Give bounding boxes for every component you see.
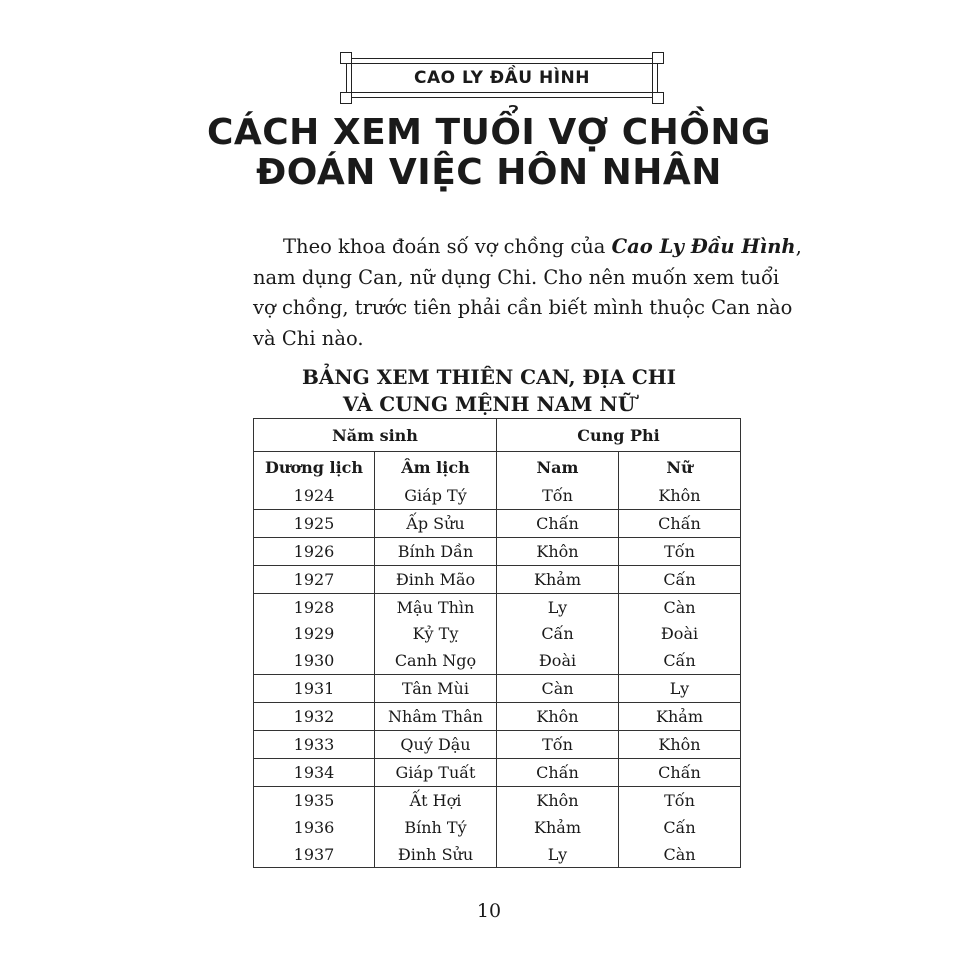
cell-year: 1926 <box>254 537 375 565</box>
table-caption-line-2: VÀ CUNG MỆNH NAM NỮ <box>342 392 636 416</box>
cell-lunar: Quý Dậu <box>375 731 497 759</box>
column-header-nam: Nam <box>497 452 619 483</box>
cell-nu: Khảm <box>619 703 741 731</box>
cell-year: 1932 <box>254 703 375 731</box>
table-group-header-row <box>254 419 741 452</box>
cell-lunar: Tân Mùi <box>375 675 497 703</box>
cell-year: 1937 <box>254 841 375 868</box>
table-row <box>254 593 741 620</box>
cell-nam: Ly <box>497 593 619 620</box>
paragraph-line-1 <box>253 232 802 263</box>
cell-nu: Cấn <box>619 565 741 593</box>
page-number: 10 <box>476 900 502 922</box>
cell-lunar: Ấp Sửu <box>375 509 497 537</box>
paragraph-text: , <box>795 235 802 258</box>
ornament-corner <box>652 92 664 104</box>
cell-nam: Ly <box>497 841 619 868</box>
emphasized-title: Cao Ly Đầu Hình <box>611 235 796 258</box>
table-row <box>254 675 741 703</box>
chapter-title-line-2: ĐOÁN VIỆC HÔN NHÂN <box>256 152 722 193</box>
cell-nam: Tốn <box>497 731 619 759</box>
table-row <box>254 841 741 868</box>
cell-nu: Ly <box>619 675 741 703</box>
cell-lunar: Nhâm Thân <box>375 703 497 731</box>
cell-year: 1931 <box>254 675 375 703</box>
cell-nam: Khôn <box>497 537 619 565</box>
cell-nu: Càn <box>619 841 741 868</box>
column-header-am-lich: Âm lịch <box>375 452 497 483</box>
cell-nam: Khảm <box>497 565 619 593</box>
cell-nu: Tốn <box>619 786 741 813</box>
cell-nam: Khôn <box>497 703 619 731</box>
cell-nam: Tốn <box>497 482 619 509</box>
table-caption-line-1: BẢNG XEM THIÊN CAN, ĐỊA CHI <box>301 365 677 389</box>
body-paragraph <box>253 232 802 354</box>
cell-year: 1930 <box>254 647 375 674</box>
paragraph-line-4: và Chi nào. <box>253 326 364 350</box>
cell-nam: Đoài <box>497 647 619 674</box>
cell-nu: Đoài <box>619 620 741 647</box>
table-row <box>254 509 741 537</box>
cell-nu: Càn <box>619 593 741 620</box>
cell-nam: Càn <box>497 675 619 703</box>
cell-nam: Chấn <box>497 758 619 786</box>
cell-lunar: Đinh Mão <box>375 565 497 593</box>
cell-nu: Khôn <box>619 482 741 509</box>
ornament-corner <box>340 92 352 104</box>
paragraph-line-2: nam dụng Can, nữ dụng Chi. Cho nên muốn xem tuổi <box>253 265 780 289</box>
running-header-label: CAO LY ĐẦU HÌNH <box>413 68 591 88</box>
cell-lunar: Bính Dần <box>375 537 497 565</box>
cell-nu: Tốn <box>619 537 741 565</box>
cell-year: 1924 <box>254 482 375 509</box>
running-header <box>346 58 658 98</box>
cell-lunar: Bính Tý <box>375 814 497 841</box>
table-row <box>254 758 741 786</box>
cell-year: 1936 <box>254 814 375 841</box>
cell-nam: Chấn <box>497 509 619 537</box>
table-row <box>254 814 741 841</box>
cell-lunar: Giáp Tuất <box>375 758 497 786</box>
cell-nu: Chấn <box>619 509 741 537</box>
column-header-nu: Nữ <box>619 452 741 483</box>
paragraph-line-3: vợ chồng, trước tiên phải cần biết mình thuộc Can nào <box>253 296 793 319</box>
cell-year: 1925 <box>254 509 375 537</box>
table-row <box>254 565 741 593</box>
table-column-header-row <box>254 452 741 483</box>
cell-year: 1934 <box>254 758 375 786</box>
cell-nu: Chấn <box>619 758 741 786</box>
cell-lunar: Canh Ngọ <box>375 647 497 674</box>
cell-year: 1929 <box>254 620 375 647</box>
paragraph-text: Theo khoa đoán số vợ chồng của <box>283 235 612 258</box>
table-row <box>254 731 741 759</box>
cell-nu: Cấn <box>619 814 741 841</box>
table-row <box>254 647 741 674</box>
table-row <box>254 620 741 647</box>
cell-year: 1928 <box>254 593 375 620</box>
column-header-duong-lich: Dương lịch <box>254 452 375 483</box>
table-row <box>254 786 741 813</box>
cell-nu: Khôn <box>619 731 741 759</box>
group-header-birth-year: Năm sinh <box>254 419 497 452</box>
table-row <box>254 537 741 565</box>
cell-lunar: Giáp Tý <box>375 482 497 509</box>
cell-lunar: Kỷ Tỵ <box>375 620 497 647</box>
cell-nu: Cấn <box>619 647 741 674</box>
chapter-title-line-1: CÁCH XEM TUỔI VỢ CHỒNG <box>206 112 772 153</box>
ornament-corner <box>340 52 352 64</box>
group-header-cung-phi: Cung Phi <box>497 419 741 452</box>
cell-lunar: Đinh Sửu <box>375 841 497 868</box>
table-row <box>254 482 741 509</box>
ornament-corner <box>652 52 664 64</box>
cell-lunar: Ất Hợi <box>375 786 497 813</box>
cell-lunar: Mậu Thìn <box>375 593 497 620</box>
cell-year: 1933 <box>254 731 375 759</box>
cell-nam: Khảm <box>497 814 619 841</box>
can-chi-table <box>253 418 741 868</box>
cell-nam: Cấn <box>497 620 619 647</box>
cell-nam: Khôn <box>497 786 619 813</box>
cell-year: 1927 <box>254 565 375 593</box>
table-row <box>254 703 741 731</box>
cell-year: 1935 <box>254 786 375 813</box>
